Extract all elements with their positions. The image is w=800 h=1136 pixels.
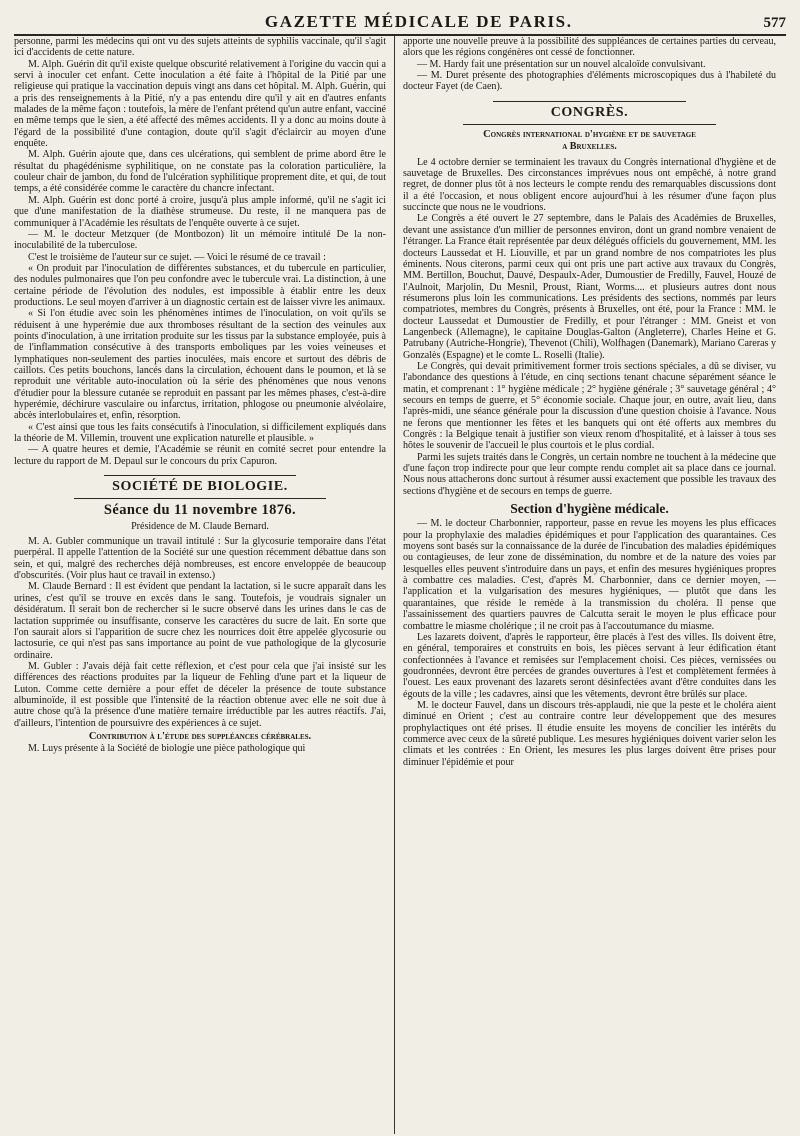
section-divider xyxy=(104,475,296,476)
paragraph: M. Gubler : J'avais déjà fait cette réflexion, et c'est pour cela que j'ai insisté sur les différences des réactions produites par la liqueur de Fehling d'une part et la liqueur de Luton. Comme cette dernière a pour effet de déceler la présence de toute substance albuminoïde, il est possible que l'intensité de la réaction obtenue avec elle ne soit due à autre chose qu'à la présence d'une matière ternaire irréductible par les autres réactifs. J'ai, d'ailleurs, l'intention de poursuivre des expériences à ce sujet. xyxy=(14,660,386,729)
paragraph: personne, parmi les médecins qui ont vu des sujets atteints de syphilis vaccinale, qu'il s'agit ici d'accidents de cette nature. xyxy=(14,36,386,59)
paragraph: M. Alph. Guérin est donc porté à croire, jusqu'à plus ample informé, qu'il ne s'agit ici que d'une manifestation de la diathèse strumeuse. Du reste, il ne manquera pas de communiquer à l'Académie les résultats de l'enquête ouverte à ce sujet. xyxy=(14,194,386,229)
subheading: Congrès international d'hygiène et de sauvetage xyxy=(483,129,696,141)
paragraph: « On produit par l'inoculation de différentes substances, et du tubercule en particulier, des nodules pulmonaires que l'on peu confondre avec le tubercule vrai. La distinction, à une certaine période de l'évolution des nodules, est impossible à établir entre les deux productions. Le seul moyen d'arriver à un diagnostic certain est de laisser vivre les animaux. xyxy=(14,262,386,308)
paragraph: « C'est ainsi que tous les faits consécutifs à l'inoculation, si difficilement expliqués dans la théorie de M. Villemin, trouvent une explication naturelle et plausible. » xyxy=(14,421,386,445)
paragraph: C'est le troisième de l'auteur sur ce sujet. — Voici le résumé de ce travail : xyxy=(28,251,326,263)
paragraph: M. Alph. Guérin dit qu'il existe quelque obscurité relativement à l'origine du vaccin qui a servi à inoculer cet enfant. Cette inoculation a été faite à l'hôpital de la Pitié par une religieuse qui pratique la vaccination depuis vingt ans dans cet hôpital. M. Alph. Guérin, qui a pris des renseignements à la Pitié, n'y a pas entendu dire qu'il y ait en d'autres enfants malades de la même façon : toutefois, la mère de l'enfant prétend qu'un autre enfant, vacciné en même temps que le sien, a été affecté des mêmes accidents. Il y a donc au moins doute à l'égard de la possibilité d'une contagion, doute qu'il s'agit d'éclaircir au moyen d'une enquête. xyxy=(14,58,386,150)
subheading: Contribution à l'étude des suppléances cérébrales. xyxy=(88,730,312,742)
presidency-line: Présidence de M. Claude Bernard. xyxy=(131,520,269,532)
session-title: Séance du 11 novembre 1876. xyxy=(103,502,297,519)
right-column xyxy=(395,36,776,1134)
paragraph: M. A. Gubler communique un travail intitulé : Sur la glycosurie temporaire dans l'état puerpéral. Il appelle l'attention de la Société sur une question récemment débattue dans son sein, et qui, malgré des recherches déjà nombreuses, est encore enveloppée de beaucoup d'obscurités. (Voir plus haut ce travail in extenso.) xyxy=(14,536,386,582)
paragraph: — A quatre heures et demie, l'Académie se réunit en comité secret pour entendre la lecture du rapport de M. Depaul sur le concours du prix Capuron. xyxy=(14,444,386,467)
section-heading: Section d'hygiène médicale. xyxy=(510,501,669,517)
article-columns xyxy=(14,36,786,1134)
page-header xyxy=(14,0,786,36)
paragraph: Le Congrès, qui devait primitivement former trois sections spéciales, a dû se diviser, vu l'abondance des questions à l'étude, en cinq sections tenant chacune séparément séance le matin, et comprenant : 1° hygiène médicale ; 2° hygiène générale ; 3° sauvetage général ; 4° secours en temps de guerre, et 5° économie sociale. Chaque jour, en outre, avait lieu, dans l'après-midi, une séance générale pour la discussion d'une question choisie à l'avance. Nous ne ferons que mentionner les fêtes et les banquets qui ont été offerts aux membres du Congrès : la Belgique tenait à justifier son vieux renom d'hospitalité, et à laisser à tous ses hôtes le souvenir de l'accueil le plus courtois et le plus cordial. xyxy=(403,360,776,452)
paragraph: — M. Duret présente des photographies d'éléments microscopiques dus à l'habileté du docteur Fayet (de Caen). xyxy=(403,70,776,93)
section-divider xyxy=(74,498,326,499)
paragraph: M. le docteur Fauvel, dans un discours très-applaudi, nie que la peste et le choléra aient diminué en Orient ; c'est au contraire contre leur développement que des mesures prophylactiques ont été prises. Il étudie ensuite les moyens de concilier les intérêts du commerce avec ceux de la sûreté publique. Les mesures hygiéniques doivent varier selon les climats et les contrées : En Orient, les mesures les plus larges doivent être prises pour diminuer l'épidémie et pour xyxy=(403,699,776,768)
section-divider xyxy=(493,101,686,102)
journal-title: GAZETTE MÉDICALE DE PARIS. xyxy=(264,12,573,31)
paragraph: apporte une nouvelle preuve à la possibilité des suppléances de certaines parties du cerveau, alors que les régions congénères ont cessé de fonctionner. xyxy=(403,36,776,59)
section-heading: CONGRÈS. xyxy=(550,104,629,120)
paragraph: Le Congrès a été ouvert le 27 septembre, dans le Palais des Académies de Bruxelles, devant une assistance d'un millier de personnes environ, dont un grand nombre venaient de l'étranger. La France était représentée par deux délégués officiels du gouvernement, MM. les docteurs Laussedat et H. Liouville, et par un grand nombre de nos compatriotes les plus éminents. Nous citerons, parmi ceux qui ont pris une part active aux travaux du Congrès, MM. Bertillon, Bouchut, Dauvé, Despaulx-Ader, Dumoustier de Fredilly, Fauvel, Houzé de l'Aulnoit, Marjolin, Du Mesnil, Proust, Riant, Worms.... et plusieurs autres dont nous résumerons plus loin les communications. Les présidents des sections, nommés par leurs compatriotes, membres du Congrès, présents à Bruxelles, ont été, pour la France : MM. le docteur Laussedat et Dumoustier de Fredilly, et pour l'étranger : MM. Gneist et von Langenbeck (Allemagne), le capitaine Douglas-Galton (Angleterre), Charles Heine et G. Patrubany (Autriche-Hongrie), Thevenot (Chili), Wolfhagen (Danemark), Mariano Careras y Gonzalès (Espagne) et le comte L. Roselli (Italie). xyxy=(403,213,776,361)
paragraph: M. Alph. Guérin ajoute que, dans ces ulcérations, qui semblent de prime abord être le résultat du phagédénisme syphilitique, on ne constate pas la coloration particulière, la couleur chair de jambon, du fond de l'ulcération syphilitique proprement dite, et qui, de tout temps, a été considérée comme le caractère du chancre infectant. xyxy=(14,149,386,195)
paragraph: Parmi les sujets traités dans le Congrès, un certain nombre ne touchent à la médecine que d'une façon trop indirecte pour que leur compte rendu complet ait sa place dans ce journal. Nous nous attacherons donc surtout à résumer aussi exactement que possible les travaux des sections d'hygiène et de secours en temps de guerre. xyxy=(403,451,776,497)
paragraph: — M. le docteur Charbonnier, rapporteur, passe en revue les moyens les plus efficaces pour la prophylaxie des maladies épidémiques et pour l'application des quarantaines. Ces moyens sont basés sur la connaissance de la durée de l'incubation des maladies épidémiques ou contagieuses, de leur zone de dissémination, du nombre et de la nature des voies par lesquelles elles peuvent s'introduire dans un pays, et enfin des mesures hygiéniques propres à combattre ces maladies. C'est, d'après M. Charbonnier, dans ce dernier moyen, — l'application et la vulgarisation des mesures hygiéniques, — plutôt que dans les quarantaines, que réside le remède à la transmission du choléra. Il pense que l'assainissement des quartiers pauvres de Calcutta serait le moyen le plus efficace pour combattre le miasme cholérique ; il ne croit pas à l'accoutumance du miasme. xyxy=(403,518,776,632)
section-divider xyxy=(463,124,716,125)
paragraph: Le 4 octobre dernier se terminaient les travaux du Congrès international d'hygiène et de sauvetage de Bruxelles. Des circonstances imprévues nous ont empêché, à notre grand regret, de donner plus tôt à nos lecteurs le compte rendu des remarquables discussions dont il a été l'occasion, et nous obligent encore aujourd'hui à les résumer d'une façon plus succincte que nous ne le voudrions. xyxy=(403,156,776,214)
section-heading: SOCIÉTÉ DE BIOLOGIE. xyxy=(112,479,288,495)
page-number: 577 xyxy=(763,15,786,31)
paragraph: « Si l'on étudie avec soin les phénomènes intimes de l'inoculation, on voit qu'ils se réduisent à une hyperémie due aux thromboses résultant de la section des veinules aux points d'inoculation, à une irritation produite sur les tissus par la substance employée, puis à de l'inflammation consécutive à des transports emboliques par les voies veineuses et lymphatiques non-seulement des parties inoculées, mais encore et surtout des débris de caillots. Ces petits bouchons, lancés dans la circulation, échouent dans le poumon, et là se reproduit une véritable auto-inoculation où la série des phénomènes que nous venons d'étudier pour la blessure cutanée se reproduit en passant par les mêmes phases, c'est-à-dire hyperémie, déchirure vasculaire ou infarctus, irritation, phlogose ou pneumonie alvéolaire, abcès interlobulaires et, enfin, résorption. xyxy=(14,308,386,422)
paragraph: M. Claude Bernard : Il est évident que pendant la lactation, si le sucre apparaît dans les urines, c'est qu'il se trouve en excès dans le sang. Toutefois, je voudrais signaler un désidératum. Il serait bon de rechercher si le sucre observé dans les urines dans le cas de lactation supprimée ou insuffisante, conserve les caractères du sucre de lait. En sorte que l'on saurait alors si l'apparition de sucre chez les nourrices doit être appelée glycosurie ou lactosurie, ce qui n'est pas sans importance au point de vue pathologique de la glycosurie ordinaire. xyxy=(14,581,386,661)
paragraph: M. Luys présente à la Société de biologie une pièce pathologique qui xyxy=(28,743,306,755)
paragraph: — M. Hardy fait une présentation sur un nouvel alcaloïde convulsivant. xyxy=(417,58,706,70)
subheading-place: a Bruxelles. xyxy=(562,141,617,153)
paragraph: — M. le docteur Metzquer (de Montbozon) lit un mémoire intitulé De la non-inoculabilité de la tuberculose. xyxy=(14,228,386,252)
left-column xyxy=(14,36,395,1134)
paragraph: Les lazarets doivent, d'après le rapporteur, être placés à l'est des villes. Ils doivent être, en général, temporaires et construits en bois, les pièces servant à leur édification étant confectionnées à l'avance et remisées sur l'emplacement choisi. Ces pièces, vernissées ou goudronnées, devront être percées de grandes ouvertures à l'est et complètement fermées à l'ouest. Les eaux provenant des lazarets seront désinfectées avant d'être conduites dans les égouts de la ville ; les cadavres, ainsi que les vêtements, devront être brûlés sur place. xyxy=(403,631,776,700)
